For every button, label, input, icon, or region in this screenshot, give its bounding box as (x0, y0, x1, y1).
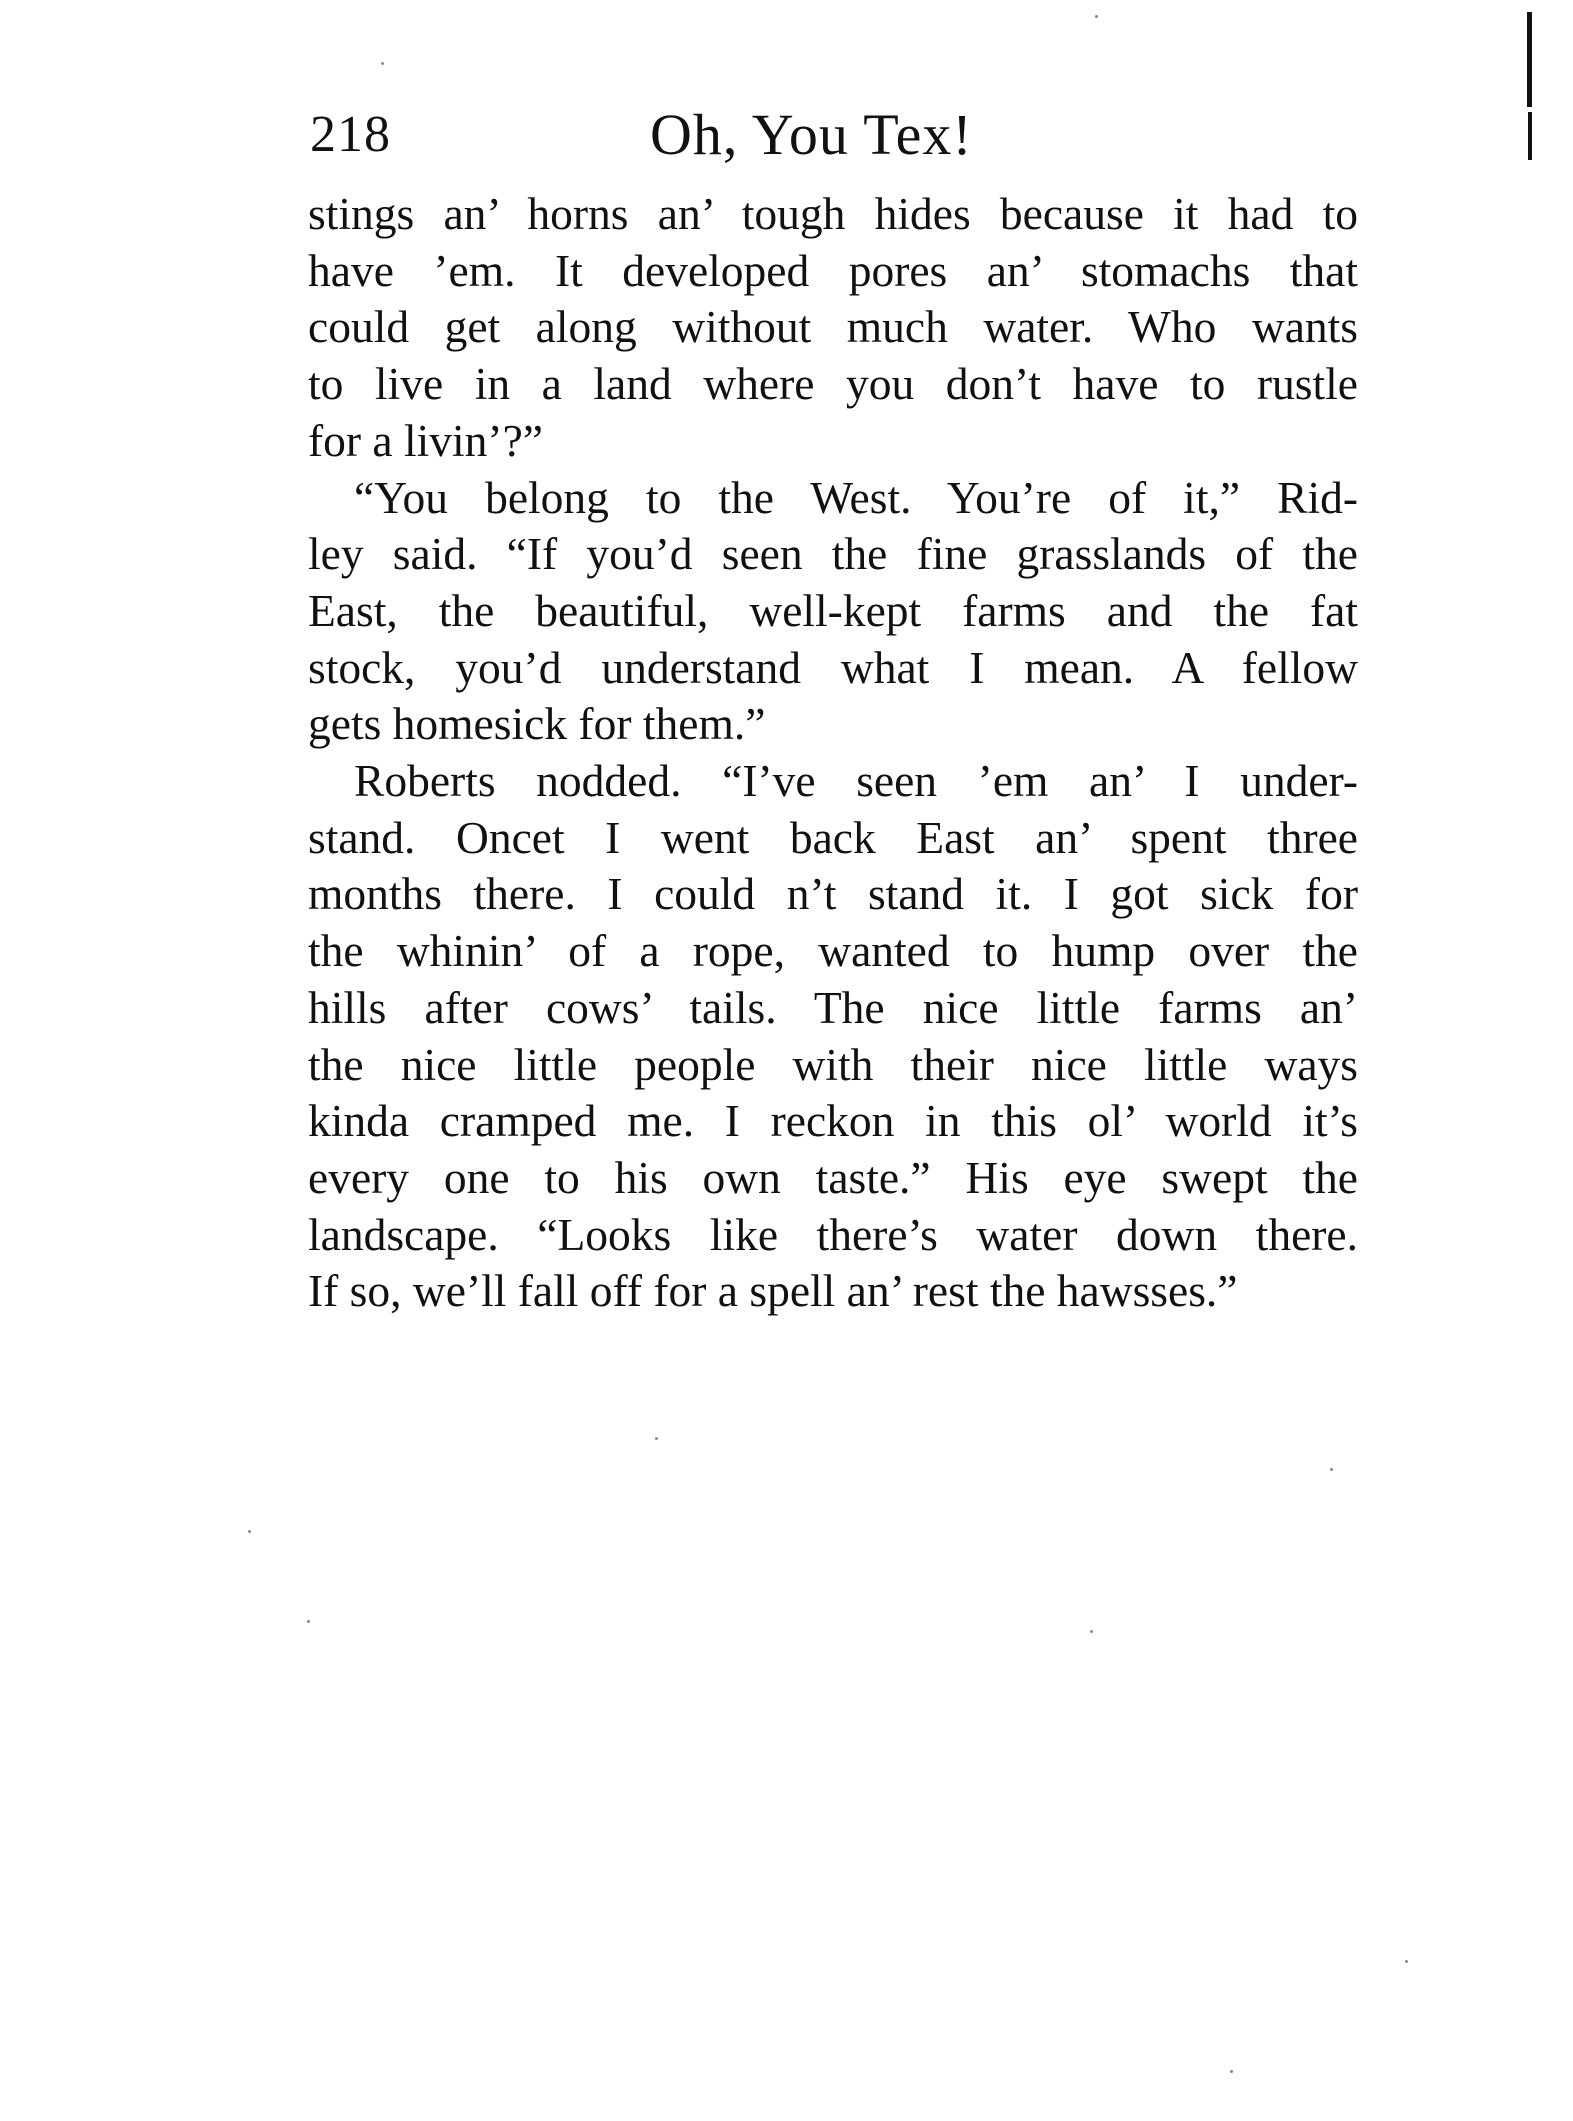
text-line: hills after cows’ tails. The nice little farms an’ (308, 981, 1358, 1033)
running-title: Oh, You Tex! (650, 102, 973, 167)
text-line: have ’em. It developed pores an’ stomachs that (308, 244, 1358, 296)
scan-speck (1090, 1630, 1093, 1633)
paragraph (308, 186, 1358, 470)
margin-scan-mark (1528, 112, 1532, 160)
text-line: ley said. “If you’d seen the fine grasslands of the (308, 528, 1358, 580)
text-line: kinda cramped me. I reckon in this ol’ world it’s (308, 1095, 1358, 1147)
text-line: If so, we’ll fall off for a spell an’ rest the hawsses.” (308, 1265, 1238, 1317)
text-line: Roberts nodded. “I’ve seen ’em an’ I under- (354, 755, 1358, 807)
scan-speck (1230, 2070, 1233, 2073)
body-text (308, 186, 1358, 1320)
text-line: “You belong to the West. You’re of it,” Rid- (354, 471, 1358, 523)
page-number: 218 (310, 106, 391, 163)
text-line: months there. I could n’t stand it. I got sick for (308, 868, 1358, 920)
scan-speck (1095, 15, 1098, 18)
paragraph (308, 470, 1358, 754)
text-line: East, the beautiful, well-kept farms and the fat (308, 584, 1358, 636)
page-header (310, 100, 1350, 170)
scan-speck (655, 1437, 658, 1440)
scan-speck (307, 1620, 310, 1623)
text-line: to live in a land where you don’t have to rustle (308, 358, 1358, 410)
scan-speck (1330, 1468, 1333, 1471)
text-line: for a livin’?” (308, 414, 543, 466)
text-line: could get along without much water. Who wants (308, 301, 1358, 353)
text-line: stand. Oncet I went back East an’ spent three (308, 811, 1358, 863)
scan-speck (1405, 1960, 1408, 1963)
scan-speck (248, 1530, 251, 1533)
text-line: gets homesick for them.” (308, 698, 766, 750)
margin-scan-mark (1527, 12, 1532, 107)
text-line: stings an’ horns an’ tough hides because it had to (308, 188, 1358, 239)
paragraph (308, 753, 1358, 1320)
scan-speck (381, 62, 384, 65)
text-line: landscape. “Looks like there’s water down there. (308, 1208, 1358, 1260)
text-line: stock, you’d understand what I mean. A fellow (308, 641, 1358, 693)
text-line: the whinin’ of a rope, wanted to hump over the (308, 925, 1358, 977)
text-line: every one to his own taste.” His eye swept the (308, 1151, 1358, 1203)
text-line: the nice little people with their nice little ways (308, 1038, 1358, 1090)
